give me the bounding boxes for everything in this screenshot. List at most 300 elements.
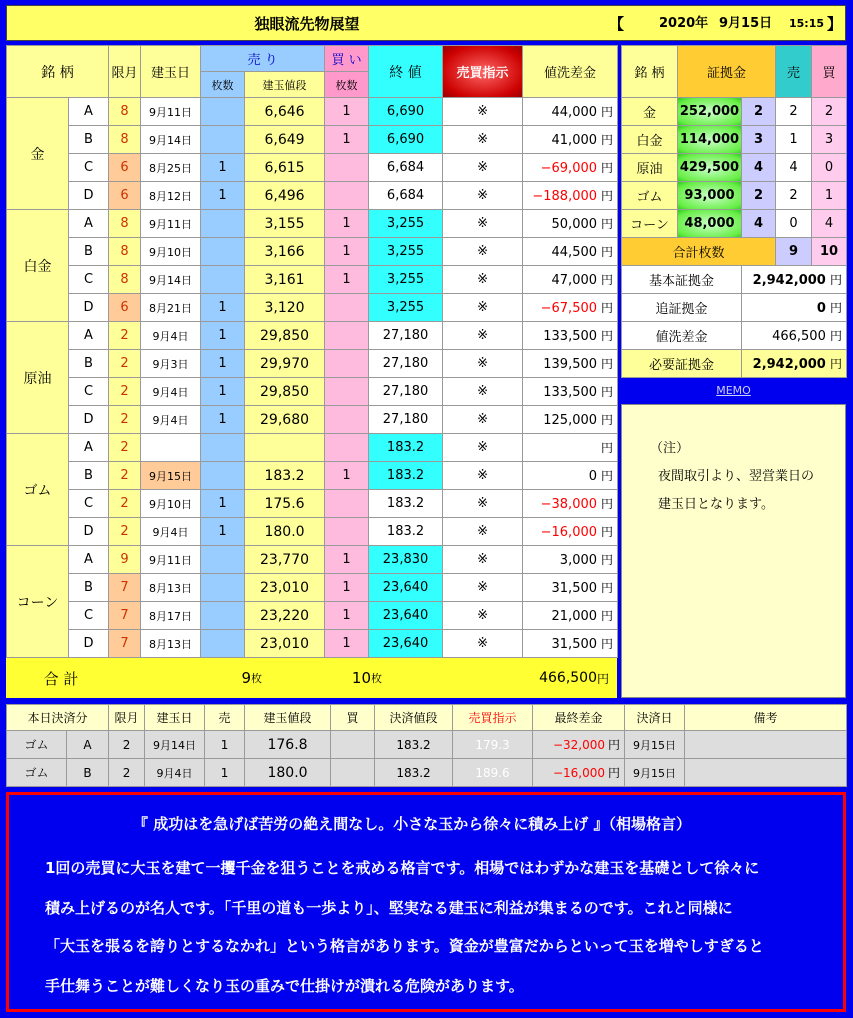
- row-diff-cell: [523, 350, 618, 378]
- row-sell-count: [201, 462, 245, 490]
- row-month: 8: [109, 98, 141, 126]
- neaarai-value: 466,500: [772, 329, 826, 344]
- summary-sell-total: 9: [116, 658, 251, 698]
- row-instruction: ※: [443, 574, 523, 602]
- settle-month: 2: [109, 759, 145, 787]
- row-month: 6: [109, 154, 141, 182]
- row-diff: 21,000: [551, 609, 598, 624]
- row-date: 9月14日: [141, 126, 201, 154]
- proverb-line-2: 積み上げるのが名人です。「千里の道も一歩より」、堅実なる建玉に利益が集まるのです。これと同様に: [45, 899, 733, 917]
- row-sell-count: [201, 210, 245, 238]
- row-diff-cell: [523, 602, 618, 630]
- row-sell-count: 1: [201, 490, 245, 518]
- row-sell-count: [201, 266, 245, 294]
- row-close: 3,255: [369, 238, 443, 266]
- row-price: 6,649: [245, 126, 325, 154]
- row-buy-count: 1: [325, 546, 369, 574]
- margin-row-name: ゴム: [622, 182, 678, 210]
- row-diff-cell: [523, 434, 618, 462]
- bracket-close: 】: [827, 15, 843, 33]
- row-close: 27,180: [369, 350, 443, 378]
- group-name: 金: [7, 98, 69, 210]
- row-code: C: [69, 266, 109, 294]
- row-yen: 円: [601, 273, 614, 287]
- row-code: D: [69, 294, 109, 322]
- row-diff-cell: [523, 490, 618, 518]
- table-row: [7, 182, 618, 210]
- row-buy-count: [325, 434, 369, 462]
- settle-note: [685, 731, 847, 759]
- table-row: [7, 266, 618, 294]
- row-sell-count: 1: [201, 182, 245, 210]
- row-instruction: ※: [443, 266, 523, 294]
- settle-code: B: [67, 759, 109, 787]
- row-date: 9月4日: [141, 518, 201, 546]
- row-buy-count: [325, 182, 369, 210]
- settle-final-cell: [533, 731, 625, 759]
- settle-header-kai: 買: [331, 705, 375, 731]
- settle-header-kessaibi: 決済日: [625, 705, 685, 731]
- summary-buy-unit: 枚: [371, 658, 391, 698]
- row-diff-cell: [523, 378, 618, 406]
- row-diff: −38,000: [540, 497, 598, 512]
- memo-box: [621, 404, 846, 698]
- row-instruction: ※: [443, 154, 523, 182]
- margin-row-name: コーン: [622, 210, 678, 238]
- margin-row-count: 4: [742, 210, 776, 238]
- settle-date-done: 9月15日: [625, 759, 685, 787]
- settle-price: 176.8: [245, 731, 331, 759]
- row-buy-count: [325, 294, 369, 322]
- row-code: C: [69, 602, 109, 630]
- header-buy-maisuu: 枚数: [325, 72, 369, 98]
- row-sell-count: 1: [201, 350, 245, 378]
- row-buy-count: 1: [325, 266, 369, 294]
- total-count-label: 合計枚数: [622, 238, 776, 266]
- group-name: 原油: [7, 322, 69, 434]
- row-date: 9月3日: [141, 350, 201, 378]
- row-diff: 47,000: [551, 273, 598, 288]
- table-row: [7, 378, 618, 406]
- title-bar: [6, 5, 846, 41]
- row-close: 23,640: [369, 574, 443, 602]
- settle-row: [7, 731, 847, 759]
- row-diff: −67,500: [540, 301, 598, 316]
- row-instruction: ※: [443, 406, 523, 434]
- right-header-meigara: 銘 柄: [622, 46, 678, 98]
- row-price: 29,680: [245, 406, 325, 434]
- row-yen: 円: [601, 609, 614, 623]
- table-row: [7, 518, 618, 546]
- row-price: 3,166: [245, 238, 325, 266]
- settle-header-kessai-neddan: 決済値段: [375, 705, 453, 731]
- table-row: [7, 574, 618, 602]
- settle-code: A: [67, 731, 109, 759]
- margin-row: [622, 154, 847, 182]
- row-code: A: [69, 546, 109, 574]
- margin-row-sell: 2: [776, 98, 812, 126]
- row-month: 2: [109, 350, 141, 378]
- row-date: 9月14日: [141, 266, 201, 294]
- row-diff: 139,500: [543, 357, 598, 372]
- row-month: 2: [109, 490, 141, 518]
- settle-note: [685, 759, 847, 787]
- table-row: [7, 126, 618, 154]
- row-month: 2: [109, 462, 141, 490]
- margin-row-buy: 2: [812, 98, 847, 126]
- row-close: 6,684: [369, 182, 443, 210]
- row-price: 6,496: [245, 182, 325, 210]
- memo-line-2: 夜間取引より、翌営業日の: [658, 469, 815, 484]
- row-code: B: [69, 574, 109, 602]
- margin-row-buy: 0: [812, 154, 847, 182]
- row-sell-count: 1: [201, 406, 245, 434]
- row-diff-cell: [523, 238, 618, 266]
- summary-diff-total: 466,500: [391, 658, 597, 698]
- page-title: 独眼流先物展望: [254, 15, 360, 33]
- table-row: [7, 322, 618, 350]
- settle-buy: [331, 731, 375, 759]
- settle-header-label: 本日決済分: [7, 705, 109, 731]
- row-date: 8月21日: [141, 294, 201, 322]
- row-yen: 円: [601, 329, 614, 343]
- row-buy-count: 1: [325, 574, 369, 602]
- settle-final-cell: [533, 759, 625, 787]
- row-yen: 円: [601, 441, 614, 455]
- margin-row-amount: 429,500: [678, 154, 742, 182]
- row-diff-cell: [523, 266, 618, 294]
- row-yen: 円: [601, 357, 614, 371]
- row-instruction: ※: [443, 490, 523, 518]
- row-diff: 50,000: [551, 217, 598, 232]
- memo-link[interactable]: MEMO: [621, 380, 846, 402]
- row-code: B: [69, 462, 109, 490]
- positions-table: [6, 45, 618, 658]
- row-instruction: ※: [443, 238, 523, 266]
- row-code: C: [69, 490, 109, 518]
- row-yen: 円: [601, 245, 614, 259]
- row-close: 6,684: [369, 154, 443, 182]
- row-diff-cell: [523, 98, 618, 126]
- row-sell-count: 1: [201, 322, 245, 350]
- row-close: 183.2: [369, 434, 443, 462]
- row-yen: 円: [601, 581, 614, 595]
- row-sell-count: [201, 238, 245, 266]
- row-instruction: ※: [443, 462, 523, 490]
- row-diff-cell: [523, 630, 618, 658]
- table-row: [7, 294, 618, 322]
- row-buy-count: 1: [325, 126, 369, 154]
- row-price: 3,161: [245, 266, 325, 294]
- row-diff: 133,500: [543, 329, 598, 344]
- row-diff-cell: [523, 546, 618, 574]
- row-instruction: ※: [443, 350, 523, 378]
- row-buy-count: [325, 490, 369, 518]
- header-owarine: 終 値: [369, 46, 443, 98]
- row-instruction: ※: [443, 434, 523, 462]
- total-sell: 9: [776, 238, 812, 266]
- row-sell-count: 1: [201, 294, 245, 322]
- proverb-title: 『 成功はを急げば苦労の絶え間なし。小さな玉から徐々に積み上げ 』（相場格言）: [133, 815, 691, 833]
- table-row: [7, 210, 618, 238]
- row-code: D: [69, 406, 109, 434]
- row-diff-cell: [523, 518, 618, 546]
- table-row: [7, 602, 618, 630]
- row-month: 7: [109, 602, 141, 630]
- settle-header-tategyokubi: 建玉日: [145, 705, 205, 731]
- row-month: 7: [109, 574, 141, 602]
- row-diff-cell: [523, 462, 618, 490]
- row-diff: 31,500: [551, 637, 598, 652]
- right-header-kai: 買: [812, 46, 847, 98]
- row-price: 29,970: [245, 350, 325, 378]
- row-month: 8: [109, 238, 141, 266]
- settle-date: 9月4日: [145, 759, 205, 787]
- row-close: 27,180: [369, 406, 443, 434]
- row-sell-count: [201, 434, 245, 462]
- row-buy-count: [325, 322, 369, 350]
- row-month: 6: [109, 182, 141, 210]
- row-code: B: [69, 126, 109, 154]
- table-row: [7, 462, 618, 490]
- row-diff: 31,500: [551, 581, 598, 596]
- proverb-line-3: 「大玉を張るを誇りとするなかれ」という格言があります。資金が豊富だからといって玉を増やしすぎると: [45, 937, 764, 955]
- row-buy-count: 1: [325, 602, 369, 630]
- row-code: D: [69, 518, 109, 546]
- row-yen: 円: [601, 553, 614, 567]
- neaarai-label: 値洗差金: [622, 322, 742, 350]
- header-time: 15:15: [789, 17, 825, 30]
- row-buy-count: [325, 378, 369, 406]
- kihon-label: 基本証拠金: [622, 266, 742, 294]
- margin-row: [622, 126, 847, 154]
- row-diff-cell: [523, 322, 618, 350]
- settle-final: −16,000: [552, 766, 605, 780]
- memo-line-3: 建玉日となります。: [658, 497, 774, 512]
- row-month: 6: [109, 294, 141, 322]
- table-row: [7, 434, 618, 462]
- row-buy-count: 1: [325, 210, 369, 238]
- row-code: A: [69, 210, 109, 238]
- row-yen: 円: [601, 301, 614, 315]
- table-row: [7, 98, 618, 126]
- row-close: 6,690: [369, 126, 443, 154]
- row-code: A: [69, 322, 109, 350]
- row-diff: −69,000: [540, 161, 598, 176]
- row-month: 2: [109, 518, 141, 546]
- settle-date: 9月14日: [145, 731, 205, 759]
- row-instruction: ※: [443, 322, 523, 350]
- settle-instruction: 189.6: [453, 759, 533, 787]
- row-code: A: [69, 98, 109, 126]
- row-month: 2: [109, 378, 141, 406]
- table-row: [7, 350, 618, 378]
- settle-month: 2: [109, 731, 145, 759]
- header-date: 9月15日: [719, 16, 773, 31]
- row-diff: 0: [588, 469, 598, 484]
- row-price: 23,010: [245, 630, 325, 658]
- settle-buy: [331, 759, 375, 787]
- settle-header-tategyoku-neddan: 建玉値段: [245, 705, 331, 731]
- summary-row: [6, 658, 617, 698]
- row-date: 9月4日: [141, 378, 201, 406]
- row-diff-cell: [523, 210, 618, 238]
- row-yen: 円: [601, 385, 614, 399]
- row-code: B: [69, 238, 109, 266]
- margin-row-count: 3: [742, 126, 776, 154]
- row-diff: 44,500: [551, 245, 598, 260]
- row-instruction: ※: [443, 126, 523, 154]
- settle-date-done: 9月15日: [625, 731, 685, 759]
- hitsuyou-value: 2,942,000: [752, 357, 826, 372]
- row-diff: 3,000: [559, 553, 598, 568]
- row-buy-count: [325, 350, 369, 378]
- row-sell-count: [201, 574, 245, 602]
- settle-price: 180.0: [245, 759, 331, 787]
- row-sell-count: [201, 546, 245, 574]
- row-date: 8月13日: [141, 630, 201, 658]
- row-price: 183.2: [245, 462, 325, 490]
- row-price: 29,850: [245, 378, 325, 406]
- row-sell-count: [201, 602, 245, 630]
- margin-row-count: 2: [742, 182, 776, 210]
- settle-header-saishuu-sagaku: 最終差金: [533, 705, 625, 731]
- margin-row-name: 金: [622, 98, 678, 126]
- row-month: 2: [109, 434, 141, 462]
- settle-settle-price: 183.2: [375, 731, 453, 759]
- row-diff-cell: [523, 154, 618, 182]
- row-close: 27,180: [369, 378, 443, 406]
- table-row: [7, 238, 618, 266]
- settle-yen: 円: [608, 766, 621, 780]
- margin-row: [622, 210, 847, 238]
- margin-row-name: 原油: [622, 154, 678, 182]
- settle-header-gengetsu: 限月: [109, 705, 145, 731]
- settle-sell: 1: [205, 759, 245, 787]
- margin-row-count: 4: [742, 154, 776, 182]
- margin-row-amount: 252,000: [678, 98, 742, 126]
- summary-yen: 円: [597, 658, 617, 698]
- settlement-table: [6, 704, 847, 787]
- row-instruction: ※: [443, 518, 523, 546]
- table-row: [7, 490, 618, 518]
- row-yen: 円: [601, 497, 614, 511]
- bracket-open: 【: [609, 15, 625, 33]
- row-date: 8月12日: [141, 182, 201, 210]
- row-diff-cell: [523, 574, 618, 602]
- row-close: 183.2: [369, 490, 443, 518]
- row-instruction: ※: [443, 546, 523, 574]
- row-month: 9: [109, 546, 141, 574]
- row-date: 8月13日: [141, 574, 201, 602]
- row-date: 9月11日: [141, 210, 201, 238]
- settle-final: −32,000: [552, 738, 605, 752]
- row-diff: 44,000: [551, 105, 598, 120]
- tsuika-value: 0: [816, 301, 826, 316]
- row-diff-cell: [523, 126, 618, 154]
- margin-row-sell: 1: [776, 126, 812, 154]
- right-header-shokokin: 証拠金: [678, 46, 776, 98]
- margin-row-sell: 4: [776, 154, 812, 182]
- row-instruction: ※: [443, 182, 523, 210]
- margin-row-buy: 4: [812, 210, 847, 238]
- group-name: コーン: [7, 546, 69, 658]
- row-price: 175.6: [245, 490, 325, 518]
- row-close: 23,640: [369, 602, 443, 630]
- row-code: D: [69, 630, 109, 658]
- row-date: 9月10日: [141, 238, 201, 266]
- row-price: 6,615: [245, 154, 325, 182]
- memo-line-1: （注）: [650, 441, 690, 456]
- margin-row-amount: 93,000: [678, 182, 742, 210]
- row-price: 29,850: [245, 322, 325, 350]
- row-month: 2: [109, 322, 141, 350]
- header-gengetsu: 限月: [109, 46, 141, 98]
- row-code: A: [69, 434, 109, 462]
- row-price: 3,120: [245, 294, 325, 322]
- margin-row-sell: 2: [776, 182, 812, 210]
- row-date: 9月4日: [141, 322, 201, 350]
- settle-row: [7, 759, 847, 787]
- row-price: 23,220: [245, 602, 325, 630]
- row-yen: 円: [601, 469, 614, 483]
- row-yen: 円: [601, 637, 614, 651]
- row-code: D: [69, 182, 109, 210]
- row-close: 3,255: [369, 266, 443, 294]
- row-buy-count: 1: [325, 238, 369, 266]
- row-close: 23,830: [369, 546, 443, 574]
- row-date: 9月10日: [141, 490, 201, 518]
- settle-header-uri: 売: [205, 705, 245, 731]
- row-buy-count: 1: [325, 98, 369, 126]
- row-price: [245, 434, 325, 462]
- settle-header-baibai-shiji: 売買指示: [453, 705, 533, 731]
- row-close: 3,255: [369, 294, 443, 322]
- row-sell-count: [201, 126, 245, 154]
- row-instruction: ※: [443, 378, 523, 406]
- table-row: [7, 154, 618, 182]
- row-price: 3,155: [245, 210, 325, 238]
- table-row: [7, 546, 618, 574]
- row-buy-count: [325, 406, 369, 434]
- row-instruction: ※: [443, 210, 523, 238]
- header-tategyoku-neddan: 建玉値段: [245, 72, 325, 98]
- row-yen: 円: [601, 161, 614, 175]
- header-sell-maisuu: 枚数: [201, 72, 245, 98]
- row-diff: 133,500: [543, 385, 598, 400]
- table-row: [7, 406, 618, 434]
- row-price: 23,010: [245, 574, 325, 602]
- row-buy-count: 1: [325, 630, 369, 658]
- group-name: 白金: [7, 210, 69, 322]
- row-diff-cell: [523, 406, 618, 434]
- row-code: C: [69, 378, 109, 406]
- settle-instruction: 179.3: [453, 731, 533, 759]
- summary-buy-total: 10: [271, 658, 371, 698]
- settle-yen: 円: [608, 738, 621, 752]
- row-diff: −188,000: [532, 189, 598, 204]
- row-month: 8: [109, 266, 141, 294]
- row-code: B: [69, 350, 109, 378]
- proverb-line-1: 1回の売買に大玉を建て一攫千金を狙うことを戒める格言です。相場ではわずかな建玉を基礎として徐々に: [45, 859, 760, 877]
- header-kai: 買 い: [325, 46, 369, 72]
- row-date: 9月11日: [141, 98, 201, 126]
- header-meigara: 銘 柄: [7, 46, 109, 98]
- row-code: C: [69, 154, 109, 182]
- row-month: 7: [109, 630, 141, 658]
- row-sell-count: [201, 630, 245, 658]
- settle-settle-price: 183.2: [375, 759, 453, 787]
